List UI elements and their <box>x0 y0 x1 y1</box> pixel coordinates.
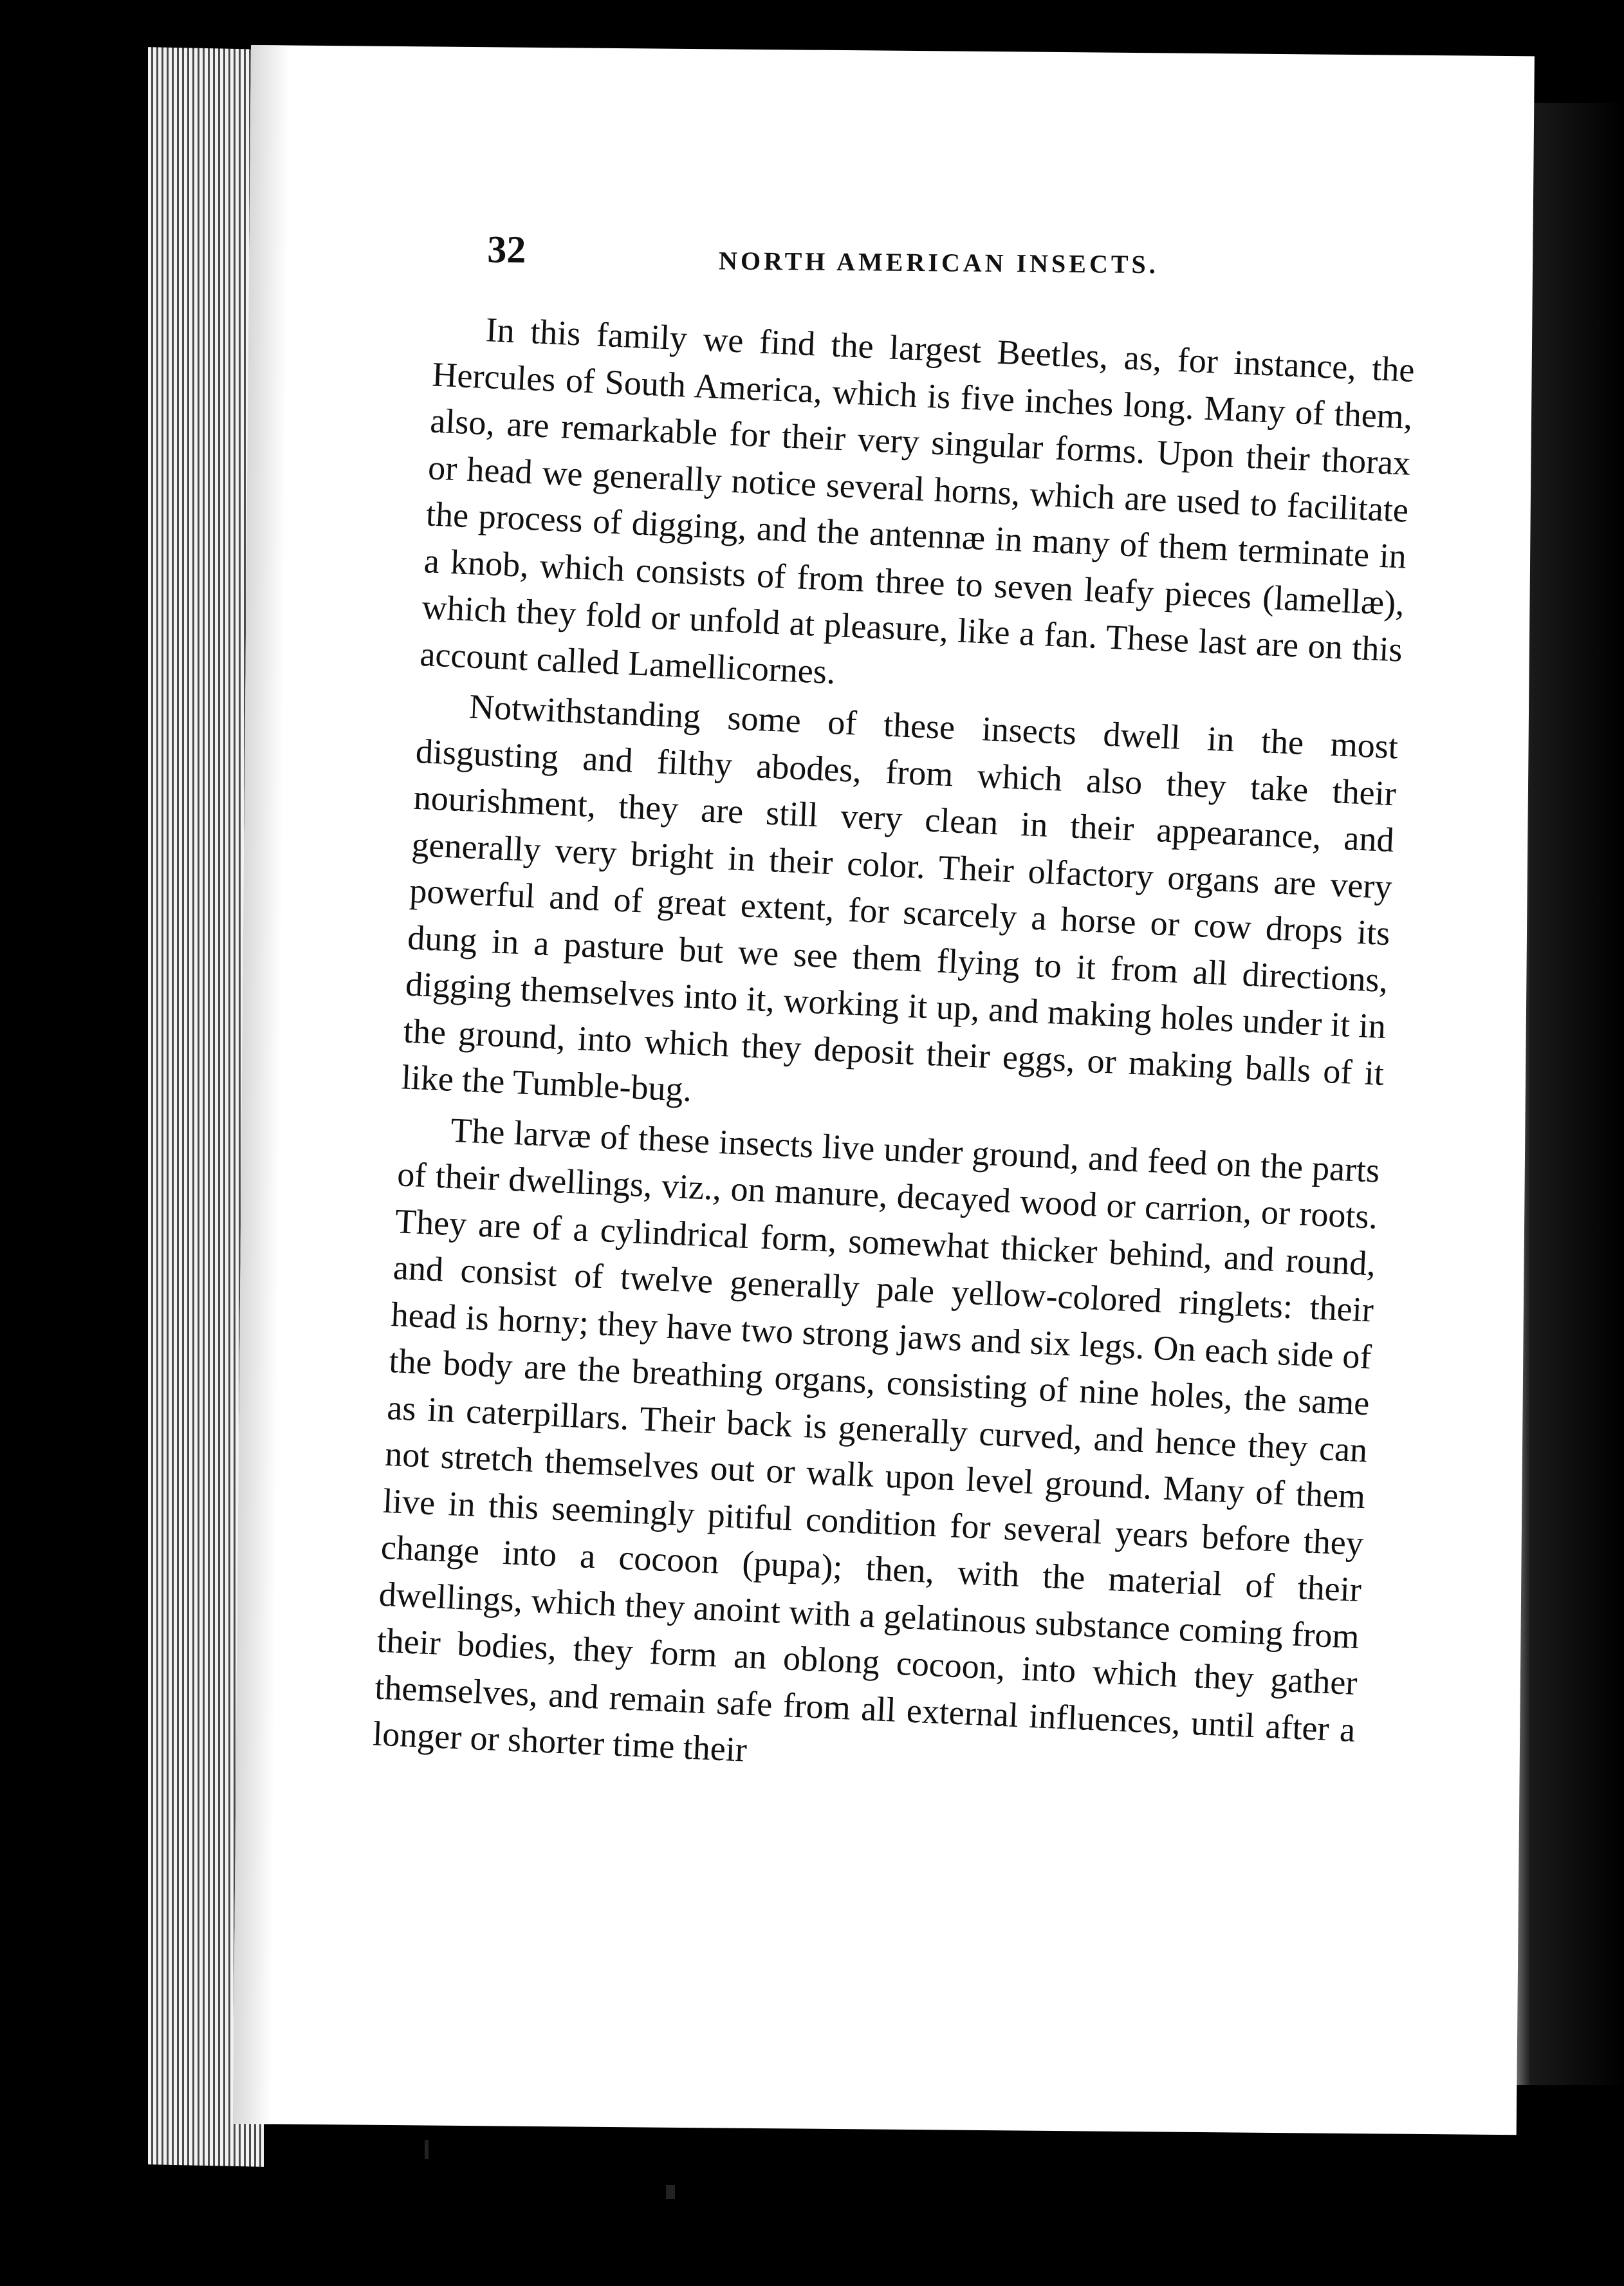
page-number: 32 <box>486 228 526 271</box>
book-page <box>233 45 1535 2135</box>
body-text <box>372 304 1416 1800</box>
paragraph-1: In this family we find the largest Beetles, as, for instance, the Hercules of South America, which is five inches long. Many of them, also, are remarkable for their very singular forms. Upon their thorax or head we generally notice several horns, which are used to facilitate the process of digging, and the antennæ in many of them terminate in a knob, which consists of from three to seven leafy pieces (lamellæ), which they fold or unfold at pleasure, like a fan. These last are on this account called Lamellicornes. <box>419 310 1416 691</box>
running-head: NORTH AMERICAN INSECTS. <box>718 246 1159 279</box>
paragraph-2: Notwithstanding some of these insects dwell in the most disgusting and filthy abodes, from which also they take their nourishment, they are still very clean in their appearance, and generally very bright in their color. Their olfactory organs are very powerful and of great extent, for scarcely a horse or cow drops its dung in a pasture but we see them flying to it from all directions, digging themselves into it, working it up, and making holes under it in the ground, into which they deposit their eggs, or making balls of it like the Tumble-bug. <box>400 687 1399 1110</box>
scan-speck <box>666 2185 675 2199</box>
scan-speck <box>425 2140 429 2159</box>
paragraph-3: The larvæ of these insects live under ground, and feed on the parts of their dwellings, viz., on manure, decayed wood or carrion, or roots. They are of a cylindrical form, somewhat thicker behind, and round, and consist of twelve generally pale yellow-colored ringlets: their head is horny; they have two strong jaws and six legs. On each side of the body are the breathing organs, consisting of nine holes, the same as in caterpillars. Their back is generally curved, and hence they can not stretch themselves out or walk upon level ground. Many of them live in this seemingly pitiful condition for several years before they change into a cocoon (pupa); then, with the material of their dwellings, which they anoint with a gelatinous substance coming from their bodies, they form an oblong cocoon, into which they gather themselves, and remain safe from all external influences, until after a longer or shorter time their <box>372 1110 1381 1769</box>
